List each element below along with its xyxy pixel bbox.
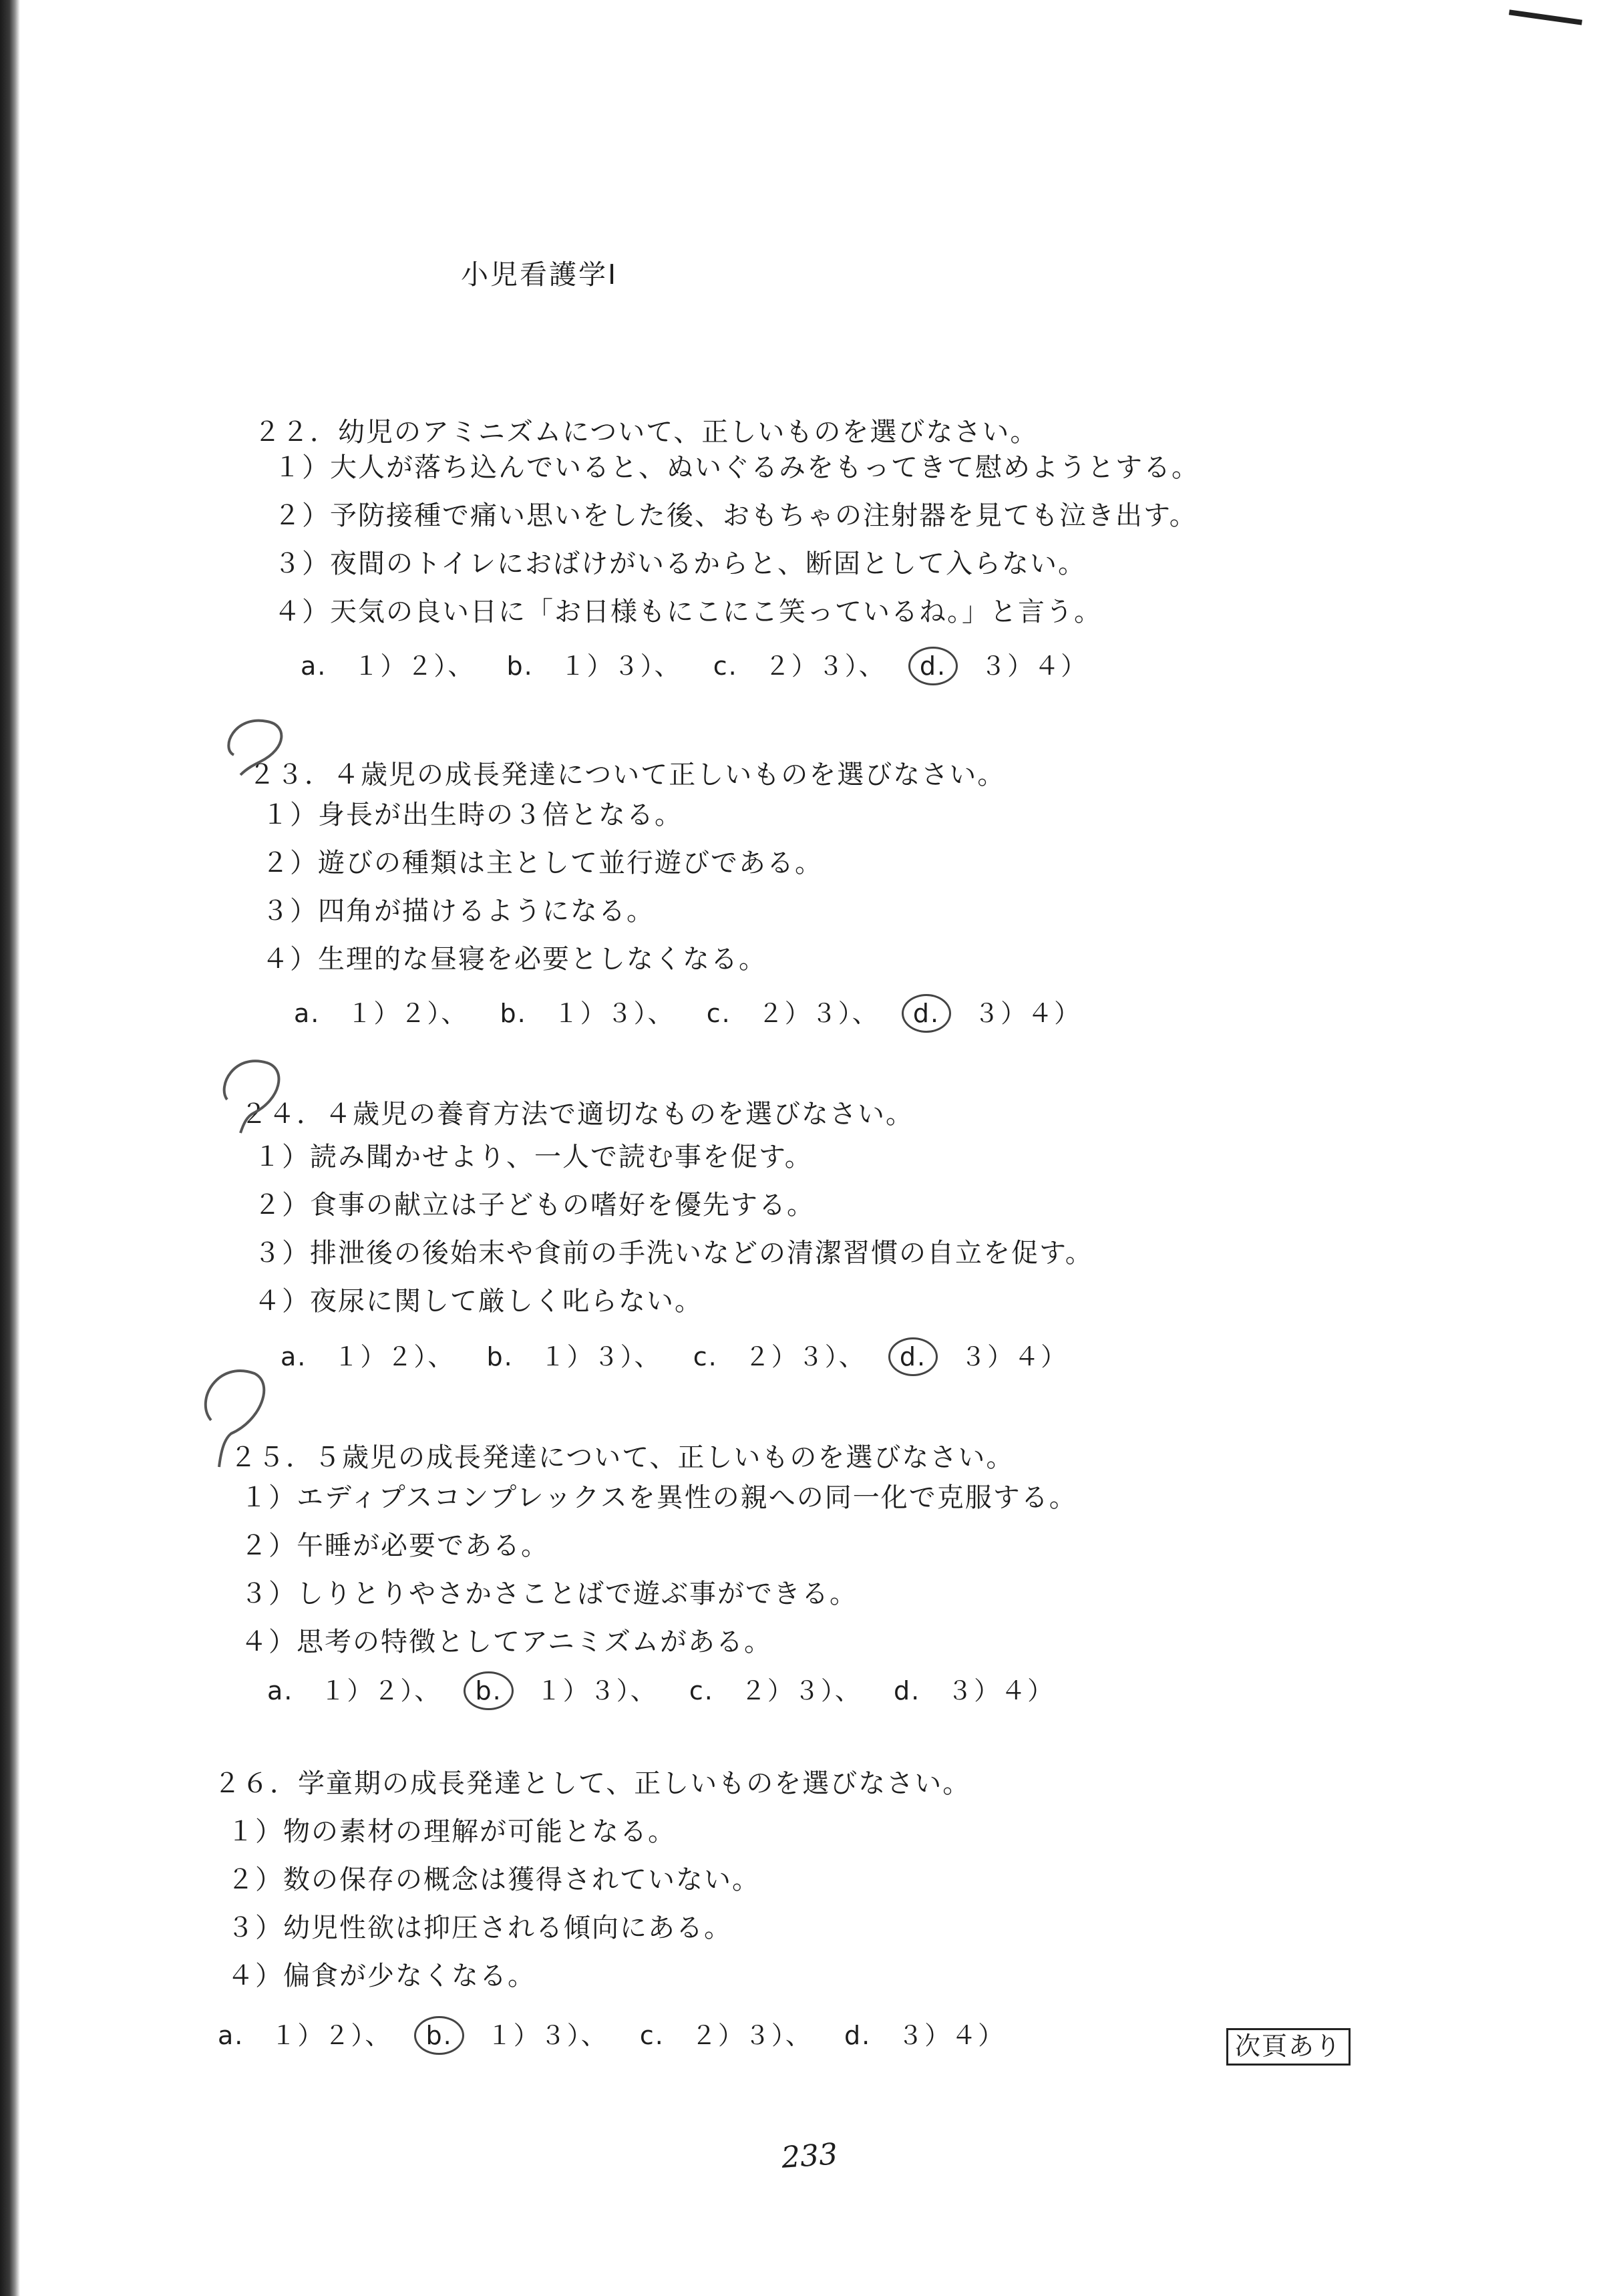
question-23-option-4: ４）生理的な昼寝を必要としなくなる。 (262, 944, 767, 975)
question-22-option-3: ３）夜間のトイレにおばけがいるからと、断固として入らない。 (274, 548, 1086, 579)
question-26-option-3: ３）幼児性欲は抑圧される傾向にある。 (227, 1913, 732, 1943)
answer-choice-b-circled: b. (464, 1671, 513, 1710)
question-23-option-3: ３）四角が描けるようになる。 (262, 896, 655, 927)
question-22-option-2: ２）予防接種で痛い思いをした後、おもちゃの注射器を見ても泣き出す。 (274, 500, 1198, 531)
question-25-answers (267, 1670, 1077, 1710)
next-page-notice: 次頁あり (1226, 2028, 1351, 2066)
question-22-option-4: ４）天気の良い日に「お日様もにこにこ笑っているね。」と言う。 (274, 597, 1102, 627)
answer-choice-d: d. ３）４） (844, 2021, 1005, 2050)
question-24-answers (281, 1336, 1090, 1376)
question-24-option-3: ３）排泄後の後始末や食前の手洗いなどの清潔習慣の自立を促す。 (254, 1238, 1093, 1269)
question-26-option-4: ４）偏食が少なくなる。 (227, 1961, 536, 1991)
question-24-stem: ２４．４歳児の養育方法で適切なものを選びなさい。 (240, 1099, 914, 1130)
answer-choice-d-value: ３）４） (974, 999, 1081, 1028)
question-23-option-2: ２）遊びの種類は主として並行遊びである。 (262, 848, 823, 878)
question-23-option-1: １）身長が出生時の３倍となる。 (262, 800, 683, 830)
answer-choice-a: a. １）２）、 (267, 1676, 441, 1705)
question-22-stem: ２２．幼児のアミニズムについて、正しいものを選びなさい。 (254, 417, 1039, 448)
answer-choice-d: d. ３）４） (893, 1676, 1055, 1705)
question-25-option-4: ４）思考の特徴としてアニミズムがある。 (240, 1627, 772, 1657)
answer-choice-b-circled: b. (414, 2016, 464, 2055)
answer-choice-c: c. ２）３）、 (713, 651, 886, 681)
question-26-answers (218, 2015, 1027, 2055)
answer-choice-c: c. ２）３）、 (639, 2021, 812, 2050)
answer-choice-c: c. ２）３）、 (693, 1342, 866, 1371)
answer-choice-c: c. ２）３）、 (706, 999, 879, 1028)
answer-choice-b: b. １）３）、 (486, 1342, 661, 1371)
question-23-stem: ２３．４歳児の成長発達について正しいものを選びなさい。 (248, 760, 1006, 790)
question-24-option-1: １）読み聞かせより、一人で読む事を促す。 (254, 1142, 813, 1172)
question-26-option-1: １）物の素材の理解が可能となる。 (227, 1816, 676, 1847)
answer-choice-d-circled: d. (888, 1337, 938, 1376)
question-23-answers (294, 993, 1103, 1033)
answer-choice-d-circled: d. (908, 647, 958, 685)
handwritten-check-mark-23 (214, 708, 301, 802)
page-title: 小児看護学Ⅰ (461, 259, 618, 291)
question-24-option-4: ４）夜尿に関して厳しく叱らない。 (254, 1286, 703, 1317)
question-24-option-2: ２）食事の献立は子どもの嗜好を優先する。 (254, 1190, 815, 1220)
scan-artifact-mark (1509, 9, 1582, 25)
question-25-option-2: ２）午睡が必要である。 (240, 1530, 549, 1561)
question-26-stem: ２６．学童期の成長発達として、正しいものを選びなさい。 (214, 1768, 971, 1799)
page-number: 233 (780, 2137, 839, 2175)
question-25-stem: ２５．５歳児の成長発達について、正しいものを選びなさい。 (230, 1442, 1015, 1473)
answer-choice-a: a. １）２）、 (301, 651, 475, 681)
handwritten-check-mark-25 (191, 1353, 285, 1474)
question-22-answers (301, 645, 1110, 685)
answer-choice-c: c. ２）３）、 (689, 1676, 862, 1705)
answer-choice-a: a. １）２）、 (281, 1342, 455, 1371)
question-25-option-1: １）エディプスコンプレックスを異性の親への同一化で克服する。 (240, 1482, 1077, 1513)
answer-choice-d-value: ３）４） (960, 1342, 1068, 1371)
answer-choice-b: b. １）３）、 (500, 999, 675, 1028)
answer-choice-d-circled: d. (902, 994, 951, 1033)
answer-choice-b-value: １）３）、 (536, 1676, 657, 1705)
answer-choice-b-value: １）３）、 (486, 2021, 608, 2050)
answer-choice-a: a. １）２）、 (218, 2021, 392, 2050)
answer-choice-b: b. １）３）、 (506, 651, 681, 681)
handwritten-check-mark-24 (214, 1046, 301, 1146)
question-26-option-2: ２）数の保存の概念は獲得されていない。 (227, 1864, 760, 1895)
question-25-option-3: ３）しりとりやさかさことばで遊ぶ事ができる。 (240, 1579, 858, 1609)
answer-choice-d-value: ３）４） (980, 651, 1088, 681)
question-22-option-1: １）大人が落ち込んでいると、ぬいぐるみをもってきて慰めようとする。 (274, 452, 1200, 483)
answer-choice-a: a. １）２）、 (294, 999, 468, 1028)
scan-edge-left (0, 0, 20, 2296)
